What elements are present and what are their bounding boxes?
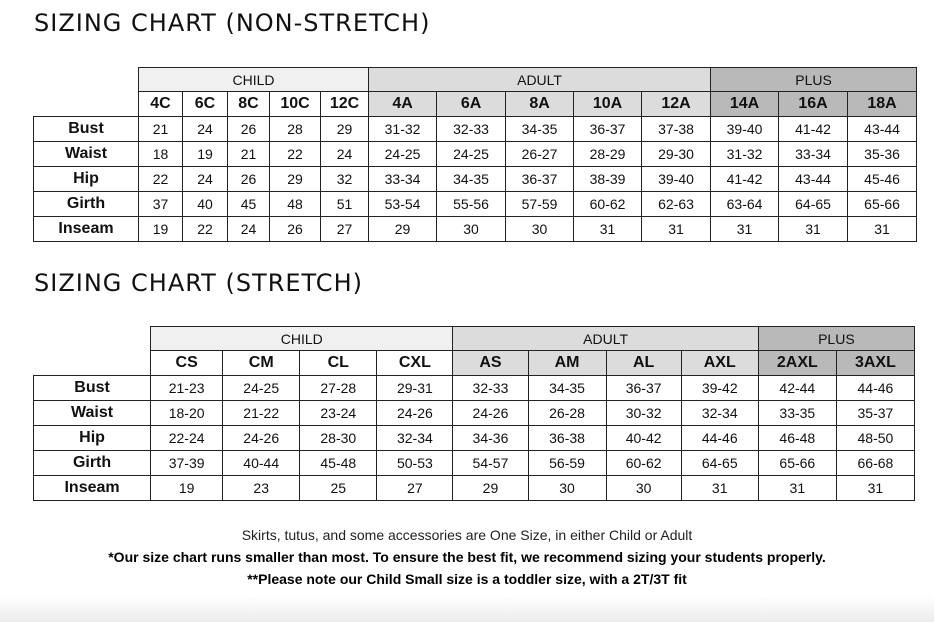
row-label: Waist — [34, 142, 139, 167]
value-cell: 34-36 — [453, 426, 528, 451]
value-cell: 63-64 — [711, 192, 779, 217]
value-cell: 29 — [270, 167, 321, 192]
size-6c: 6C — [183, 92, 228, 117]
measurement-row-girth — [34, 451, 915, 476]
value-cell: 27 — [377, 476, 453, 501]
value-cell: 37 — [139, 192, 183, 217]
value-cell: 24-26 — [453, 401, 528, 426]
value-cell: 50-53 — [377, 451, 453, 476]
size-12a: 12A — [642, 92, 711, 117]
value-cell: 36-37 — [506, 167, 574, 192]
value-cell: 22 — [139, 167, 183, 192]
size-cxl: CXL — [377, 351, 453, 376]
value-cell: 44-46 — [681, 426, 758, 451]
value-cell: 24-25 — [223, 376, 300, 401]
value-cell: 24-25 — [369, 142, 437, 167]
value-cell: 31 — [836, 476, 914, 501]
value-cell: 51 — [321, 192, 369, 217]
size-12c: 12C — [321, 92, 369, 117]
size-6a: 6A — [437, 92, 506, 117]
measurement-row-hip — [34, 167, 917, 192]
value-cell: 23 — [223, 476, 300, 501]
value-cell: 19 — [151, 476, 223, 501]
value-cell: 39-40 — [711, 117, 779, 142]
value-cell: 43-44 — [848, 117, 917, 142]
value-cell: 28-29 — [574, 142, 642, 167]
non-stretch-chart-title: SIZING CHART (NON-STRETCH) — [34, 9, 431, 37]
value-cell: 60-62 — [606, 451, 681, 476]
stretch-size-table — [33, 326, 915, 501]
value-cell: 24 — [321, 142, 369, 167]
value-cell: 18 — [139, 142, 183, 167]
size-cl: CL — [300, 351, 377, 376]
value-cell: 24 — [183, 167, 228, 192]
value-cell: 32-34 — [681, 401, 758, 426]
value-cell: 33-34 — [779, 142, 848, 167]
value-cell: 19 — [139, 217, 183, 242]
value-cell: 33-34 — [369, 167, 437, 192]
value-cell: 55-56 — [437, 192, 506, 217]
value-cell: 26 — [228, 167, 270, 192]
row-label: Bust — [34, 376, 151, 401]
value-cell: 26-28 — [528, 401, 606, 426]
size-axl: AXL — [681, 351, 758, 376]
value-cell: 30 — [528, 476, 606, 501]
value-cell: 39-42 — [681, 376, 758, 401]
measurement-row-bust — [34, 376, 915, 401]
value-cell: 48-50 — [836, 426, 914, 451]
non-stretch-size-table — [33, 67, 917, 242]
value-cell: 28 — [270, 117, 321, 142]
group-plus: PLUS — [758, 327, 914, 351]
value-cell: 21-22 — [223, 401, 300, 426]
size-as: AS — [453, 351, 528, 376]
value-cell: 45 — [228, 192, 270, 217]
corner-cell — [34, 327, 151, 351]
size-14a: 14A — [711, 92, 779, 117]
value-cell: 30 — [437, 217, 506, 242]
value-cell: 31 — [758, 476, 836, 501]
size-8a: 8A — [506, 92, 574, 117]
value-cell: 34-35 — [528, 376, 606, 401]
corner-cell — [34, 68, 139, 92]
group-adult: ADULT — [453, 327, 758, 351]
value-cell: 27 — [321, 217, 369, 242]
row-label: Inseam — [34, 476, 151, 501]
value-cell: 48 — [270, 192, 321, 217]
value-cell: 31 — [711, 217, 779, 242]
group-header-row — [34, 327, 915, 351]
value-cell: 34-35 — [506, 117, 574, 142]
value-cell: 27-28 — [300, 376, 377, 401]
measurement-row-inseam — [34, 217, 917, 242]
value-cell: 24 — [228, 217, 270, 242]
value-cell: 37-38 — [642, 117, 711, 142]
size-cs: CS — [151, 351, 223, 376]
value-cell: 22-24 — [151, 426, 223, 451]
value-cell: 24-25 — [437, 142, 506, 167]
value-cell: 31 — [574, 217, 642, 242]
size-4a: 4A — [369, 92, 437, 117]
value-cell: 35-36 — [848, 142, 917, 167]
one-size-note: Skirts, tutus, and some accessories are One Size, in either Child or Adult — [241, 527, 693, 543]
value-cell: 62-63 — [642, 192, 711, 217]
size-4c: 4C — [139, 92, 183, 117]
bottom-fade — [0, 596, 934, 622]
value-cell: 46-48 — [758, 426, 836, 451]
measurement-row-waist — [34, 401, 915, 426]
value-cell: 64-65 — [681, 451, 758, 476]
value-cell: 31-32 — [369, 117, 437, 142]
size-al: AL — [606, 351, 681, 376]
value-cell: 33-35 — [758, 401, 836, 426]
value-cell: 32-34 — [377, 426, 453, 451]
value-cell: 40-44 — [223, 451, 300, 476]
size-16a: 16A — [779, 92, 848, 117]
value-cell: 31 — [681, 476, 758, 501]
value-cell: 19 — [183, 142, 228, 167]
size-am: AM — [528, 351, 606, 376]
value-cell: 28-30 — [300, 426, 377, 451]
value-cell: 40-42 — [606, 426, 681, 451]
row-label: Hip — [34, 426, 151, 451]
value-cell: 22 — [270, 142, 321, 167]
group-plus: PLUS — [711, 68, 917, 92]
value-cell: 21 — [139, 117, 183, 142]
value-cell: 30 — [606, 476, 681, 501]
value-cell: 41-42 — [779, 117, 848, 142]
value-cell: 38-39 — [574, 167, 642, 192]
value-cell: 24 — [183, 117, 228, 142]
value-cell: 30 — [506, 217, 574, 242]
size-10a: 10A — [574, 92, 642, 117]
value-cell: 36-38 — [528, 426, 606, 451]
value-cell: 41-42 — [711, 167, 779, 192]
size-2axl: 2AXL — [758, 351, 836, 376]
value-cell: 45-48 — [300, 451, 377, 476]
value-cell: 32 — [321, 167, 369, 192]
group-header-row — [34, 68, 917, 92]
value-cell: 31 — [848, 217, 917, 242]
group-child: CHILD — [151, 327, 453, 351]
stretch-chart-title: SIZING CHART (STRETCH) — [34, 269, 363, 297]
corner-cell — [34, 92, 139, 117]
measurement-row-hip — [34, 426, 915, 451]
value-cell: 31 — [642, 217, 711, 242]
measurement-row-waist — [34, 142, 917, 167]
value-cell: 56-59 — [528, 451, 606, 476]
size-3axl: 3AXL — [836, 351, 914, 376]
value-cell: 26 — [228, 117, 270, 142]
value-cell: 30-32 — [606, 401, 681, 426]
measurement-row-girth — [34, 192, 917, 217]
value-cell: 32-33 — [437, 117, 506, 142]
row-label: Waist — [34, 401, 151, 426]
value-cell: 29 — [321, 117, 369, 142]
value-cell: 24-26 — [377, 401, 453, 426]
value-cell: 21-23 — [151, 376, 223, 401]
value-cell: 31-32 — [711, 142, 779, 167]
value-cell: 23-24 — [300, 401, 377, 426]
size-header-row — [34, 351, 915, 376]
group-adult: ADULT — [369, 68, 711, 92]
value-cell: 64-65 — [779, 192, 848, 217]
value-cell: 65-66 — [848, 192, 917, 217]
corner-cell — [34, 351, 151, 376]
value-cell: 40 — [183, 192, 228, 217]
value-cell: 36-37 — [606, 376, 681, 401]
value-cell: 54-57 — [453, 451, 528, 476]
value-cell: 34-35 — [437, 167, 506, 192]
value-cell: 24-26 — [223, 426, 300, 451]
value-cell: 22 — [183, 217, 228, 242]
value-cell: 45-46 — [848, 167, 917, 192]
size-cm: CM — [223, 351, 300, 376]
value-cell: 44-46 — [836, 376, 914, 401]
value-cell: 29-30 — [642, 142, 711, 167]
value-cell: 43-44 — [779, 167, 848, 192]
measurement-row-bust — [34, 117, 917, 142]
row-label: Girth — [34, 451, 151, 476]
value-cell: 26-27 — [506, 142, 574, 167]
row-label: Hip — [34, 167, 139, 192]
value-cell: 25 — [300, 476, 377, 501]
value-cell: 31 — [779, 217, 848, 242]
toddler-size-note: **Please note our Child Small size is a toddler size, with a 2T/3T fit — [247, 571, 687, 587]
value-cell: 39-40 — [642, 167, 711, 192]
measurement-row-inseam — [34, 476, 915, 501]
value-cell: 36-37 — [574, 117, 642, 142]
value-cell: 18-20 — [151, 401, 223, 426]
value-cell: 21 — [228, 142, 270, 167]
value-cell: 29-31 — [377, 376, 453, 401]
size-header-row — [34, 92, 917, 117]
value-cell: 66-68 — [836, 451, 914, 476]
value-cell: 29 — [369, 217, 437, 242]
value-cell: 29 — [453, 476, 528, 501]
value-cell: 42-44 — [758, 376, 836, 401]
value-cell: 35-37 — [836, 401, 914, 426]
row-label: Inseam — [34, 217, 139, 242]
runs-small-note: *Our size chart runs smaller than most. To ensure the best fit, we recommend sizing your students properly. — [108, 549, 826, 565]
value-cell: 60-62 — [574, 192, 642, 217]
size-8c: 8C — [228, 92, 270, 117]
value-cell: 57-59 — [506, 192, 574, 217]
row-label: Bust — [34, 117, 139, 142]
value-cell: 32-33 — [453, 376, 528, 401]
value-cell: 37-39 — [151, 451, 223, 476]
value-cell: 65-66 — [758, 451, 836, 476]
size-10c: 10C — [270, 92, 321, 117]
value-cell: 26 — [270, 217, 321, 242]
value-cell: 53-54 — [369, 192, 437, 217]
group-child: CHILD — [139, 68, 369, 92]
row-label: Girth — [34, 192, 139, 217]
size-18a: 18A — [848, 92, 917, 117]
